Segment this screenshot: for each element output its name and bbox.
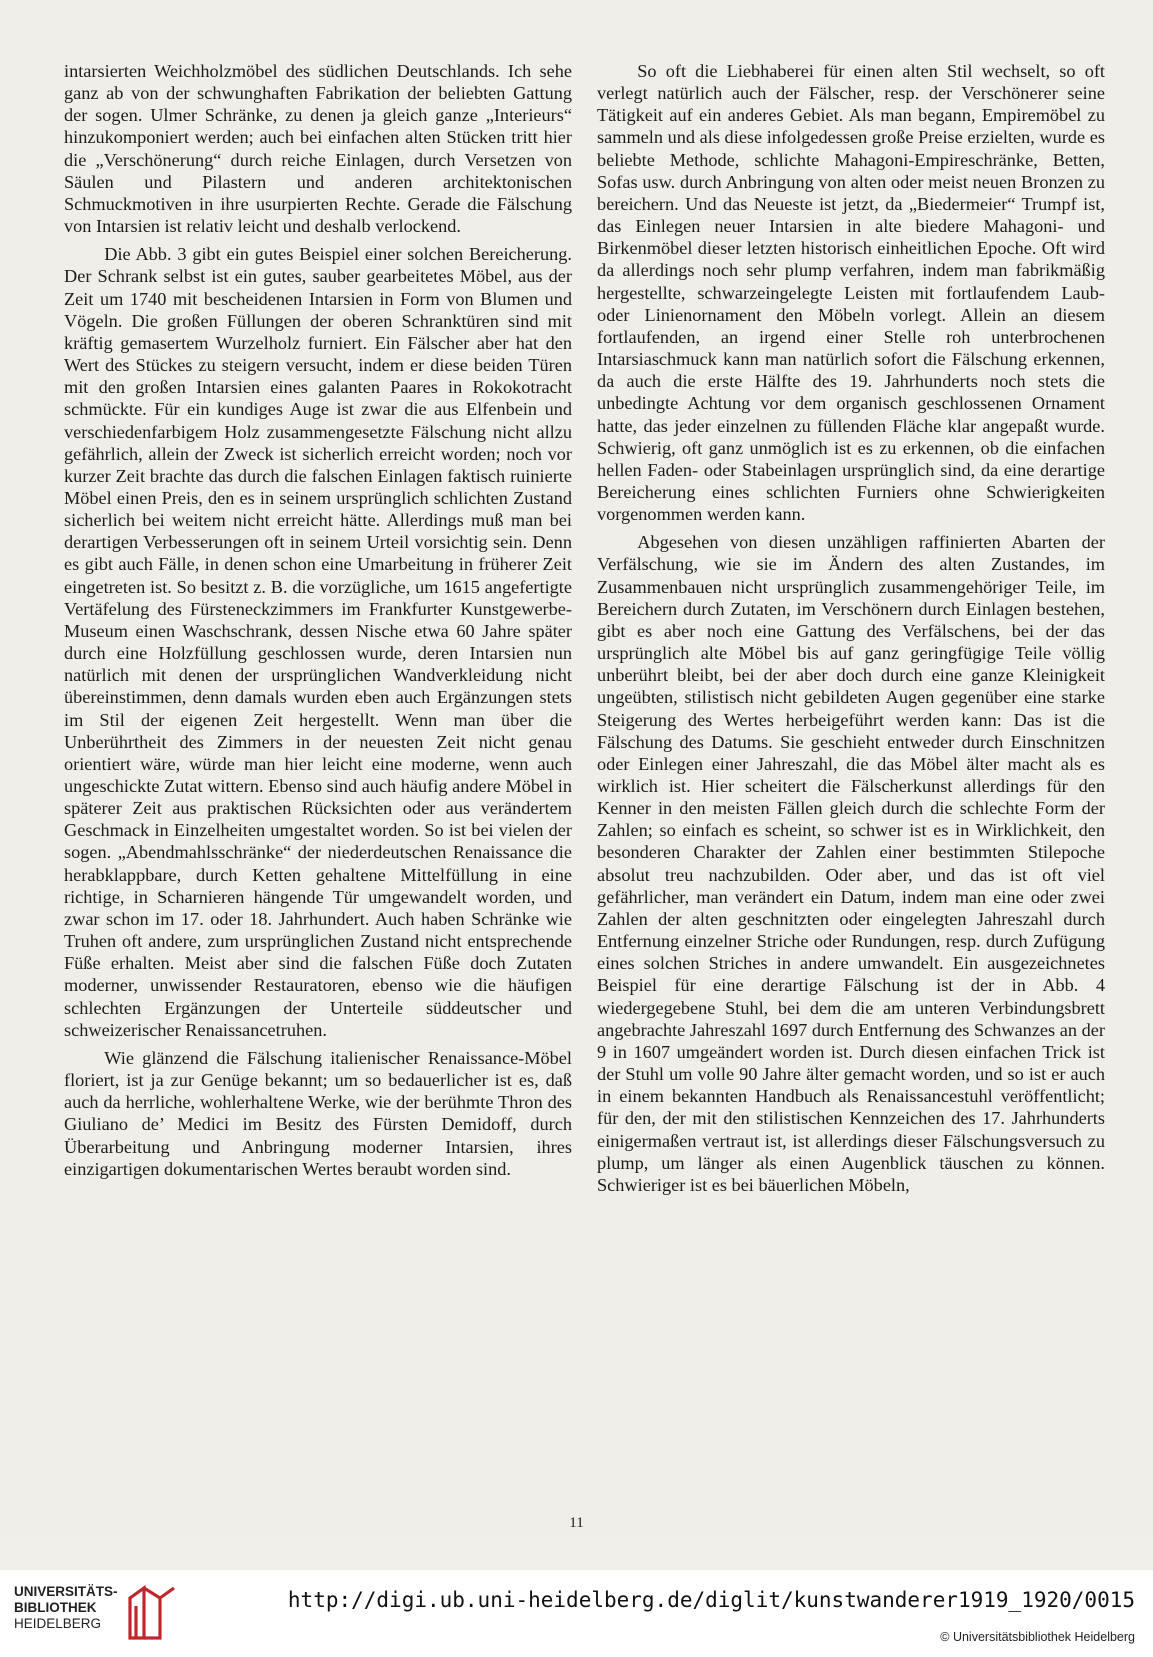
page-number: 11	[569, 1515, 584, 1531]
paragraph: Abgesehen von diesen unzähligen raffinierten Abarten der Verfälschung, wie sie im Ändern des alten Zustandes, im Zusammenbauen nicht ursprünglich zusammengehöriger Teile, im Bereichern durch Zutaten, im Verschönern durch Einlagen bestehen, gibt es aber noch eine Gattung des Verfälschens, bei der das ursprünglich alte Möbel bis auf ganz geringfügige Teile völlig unberührt bleibt, bei der aber doch durch eine ganze Kleinigkeit ungeübten, stilistisch nicht gebildeten Augen gegenüber eine starke Steigerung des Wertes herbeigeführt werden kann: Das ist die Fälschung des Datums. Sie geschieht entweder durch Einschnitzen oder Einlegen einer Jahreszahl, die das Möbel älter macht als es wirklich ist. Hier scheitert die Fälscherkunst allerdings für den Kenner in den meisten Fällen gleich durch die schlechte Form der Zahlen; so einfach es scheint, so schwer ist es in Wirklichkeit, den besonderen Charakter der Zahlen einer bestimmten Stilepoche absolut treu nachzubilden. Oder aber, und das ist oft viel gefährlicher, man verändert ein Datum, indem man eine oder zwei Zahlen der alten geschnitzten oder eingelegten Jahreszahl durch Entfernung einzelner Striche oder Rundungen, resp. durch Zufügung eines solchen Striches in andere umwandelt. Ein ausgezeichnetes Beispiel für eine derartige Fälschung ist der in Abb. 4 wiedergegebene Stuhl, bei dem die am unteren Verbindungsbrett angebrachte Jahreszahl 1697 durch Entfernung des Schwanzes an der 9 in 1607 umgeändert worden ist. Durch diesen einfachen Trick ist der Stuhl um volle 90 Jahre älter gemacht worden, und so ist er auch in einem bekannten Handbuch als Renaissancestuhl veröffentlicht; für den, der mit den stilistischen Kennzeichen des 17. Jahrhunderts einigermaßen vertraut ist, ist allerdings dieser Fälschungsversuch zu plump, um länger als einen Augenblick täuschen zu können. Schwieriger ist es bei bäuerlichen Möbeln,	[597, 532, 1105, 1195]
logo-line-2: BIBLIOTHEK	[14, 1600, 97, 1615]
logo-line-3: HEIDELBERG	[14, 1616, 102, 1631]
right-column	[597, 60, 1105, 1196]
library-logo[interactable]	[14, 1584, 254, 1644]
logo-line-1: UNIVERSITÄTS-	[14, 1584, 118, 1599]
paragraph: intarsierten Weichholzmöbel des südlichen Deutschlands. Ich sehe ganz ab von der schwunghaften Fabrikation der beliebten Gattung der sogen. Ulmer Schränke, zu denen ja gleich ganze „Interieurs“ hinzukomponiert werden; auch bei einfachen alten Stücken tritt hier die „Verschönerung“ durch reiche Einlagen, durch Versetzen von Säulen und Pilastern und anderen architektonischen Schmuckmotiven in ihre usurpierten Rechte. Gerade die Fälschung von Intarsien ist relativ leicht und deshalb verlockend.	[64, 61, 572, 237]
logo-text	[14, 1584, 118, 1632]
paragraph: Die Abb. 3 gibt ein gutes Beispiel einer solchen Bereicherung. Der Schrank selbst ist ein gutes, sauber gearbeitetes Möbel, aus der Zeit um 1740 mit bescheidenen Intarsien in Form von Blumen und Vögeln. Die großen Füllungen der oberen Schranktüren sind mit kräftig gemasertem Wurzelholz furniert. Ein Fälscher aber hat den Wert des Stückes zu steigern versucht, indem er diese beiden Türen mit den großen Intarsien eines galanten Paares in Rokokotracht schmückte. Für ein kundiges Auge ist zwar die aus Elfenbein und verschiedenfarbigem Holz zusammengesetzte Fälschung nicht allzu gefährlich, allein der Zweck ist sicherlich erreicht worden; noch vor kurzer Zeit brachte das durch die falschen Einlagen faktisch ruinierte Möbel einen Preis, den es in seinem ursprünglich schlichten Zustand sicherlich bei weitem nicht erreicht hätte. Allerdings muß man bei derartigen Verbesserungen oft in seinem Urteil vorsichtig sein. Denn es gibt auch Fälle, in denen schon eine Umarbeitung in früherer Zeit eingetreten ist. So besitzt z. B. die vorzügliche, um 1615 angefertigte Vertäfelung des Fürsteneckzimmers im Frankfurter Kunstgewerbe-Museum einen Waschschrank, dessen Nische etwa 60 Jahre später durch eine Holzfüllung geschlossen wurde, deren Intarsien nun natürlich mit denen der ursprünglichen Wandverkleidung nicht übereinstimmen, denn damals wurden eben auch Ergänzungen stets im Stil der eigenen Zeit hergestellt. Wenn man über die Unberührtheit des Zimmers in der neuesten Zeit nicht genau orientiert wäre, würde man hier leicht eine moderne, wenn auch ungeschickte Zutat wittern. Ebenso sind auch häufig andere Möbel in späterer Zeit aus praktischen Rücksichten oder aus verändertem Geschmack in Einzelheiten umgestaltet worden. So ist bei vielen der sogen. „Abendmahlsschränke“ der niederdeutschen Renaissance die herabklappbare, durch Ketten gehaltene Mittelfüllung in eine richtige, in Scharnieren hängende Tür umgewandelt worden, und zwar schon im 17. oder 18. Jahrhundert. Auch haben Schränke wie Truhen oft andere, zum ursprünglichen Zustand nicht entsprechende Füße erhalten. Meist aber sind die falschen Füße doch Zutaten moderner, unwissender Restauratoren, ebenso wie die häufigen schlechten Ergänzungen der Unterteile süddeutscher und schweizerischer Renaissancetruhen.	[64, 244, 572, 1040]
ub-heidelberg-logo-icon	[126, 1584, 178, 1642]
copyright-notice: © Universitätsbibliothek Heidelberg	[940, 1630, 1135, 1644]
left-column	[64, 60, 572, 1180]
source-url[interactable]: http://digi.ub.uni-heidelberg.de/diglit/kunstwanderer1919_1920/0015	[287, 1588, 1135, 1612]
footer	[0, 1570, 1153, 1657]
paragraph: Wie glänzend die Fälschung italienischer Renaissance-Möbel floriert, ist ja zur Genüge bekannt; um so bedauerlicher ist es, daß auch da herrliche, wohlerhaltene Werke, wie der berühmte Thron des Giuliano de’ Medici im Besitz des Fürsten Demidoff, durch Überarbeitung und Anbringung moderner Intarsien, ihres einzigartigen dokumentarischen Wertes beraubt worden sind.	[64, 1047, 572, 1179]
paragraph: So oft die Liebhaberei für einen alten Stil wechselt, so oft verlegt natürlich auch der Fälscher, resp. der Verschönerer seine Tätigkeit auf ein anderes Gebiet. Als man begann, Empiremöbel zu sammeln und als diese infolgedessen große Preise erzielten, wurde es beliebte Methode, schlichte Mahagoni-Empireschränke, Betten, Sofas usw. durch Anbringung von alten oder meist neuen Bronzen zu bereichern. Und das Neueste ist jetzt, da „Biedermeier“ Trumpf ist, das Einlegen neuer Intarsien in alte biedere Mahagoni- und Birkenmöbel dieser letzten historisch einheitlichen Epoche. Oft wird da allerdings noch sehr plump verfahren, indem man fabrikmäßig hergestellte, schwarzeingelegte Leisten mit fortlaufendem Laub- oder Linienornament den Möbeln vorlegt. Allein an diesem fortlaufenden, an irgend einer Stelle roh unterbrochenen Intarsiaschmuck kann man natürlich sofort die Fälschung erkennen, da auch die erste Hälfte des 19. Jahrhunderts noch stets die unbedingte Achtung vor dem organisch geschlossenen Ornament hatte, das jeder einzelnen zu füllenden Fläche klar angepaßt wurde. Schwierig, oft ganz unmöglich ist es zu erkennen, ob die einfachen hellen Faden- oder Stabeinlagen ursprünglich sind, da eine derartige Bereicherung eines schlichten Furniers ohne Schwierigkeiten vorgenommen werden kann.	[597, 61, 1105, 525]
